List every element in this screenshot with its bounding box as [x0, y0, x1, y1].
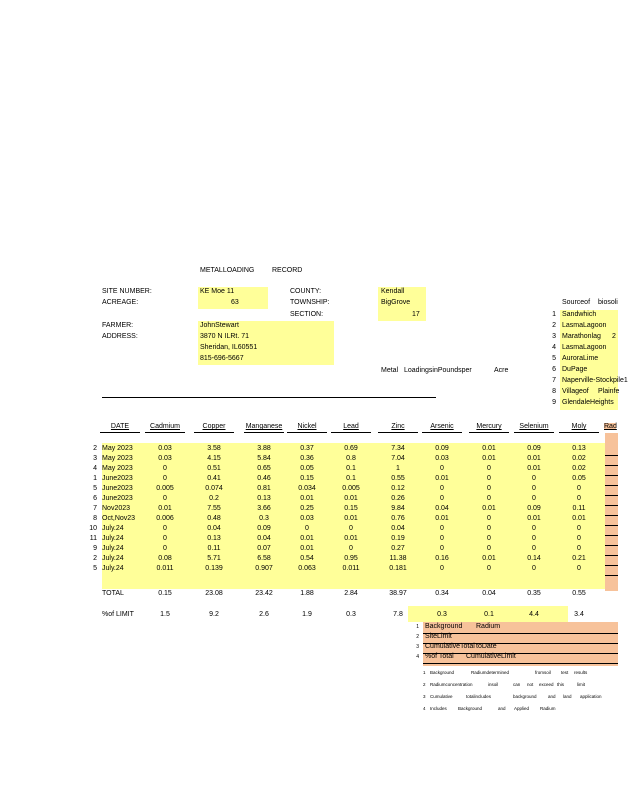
note-text: insoil	[488, 682, 499, 687]
row-value[interactable]: 0.03	[300, 515, 314, 522]
row-value[interactable]: 5.71	[207, 555, 221, 562]
source-name: DuPage	[562, 366, 588, 373]
rad-tick	[605, 555, 618, 556]
pct-limit-value: 2.6	[259, 611, 269, 618]
total-value: 0.15	[158, 590, 172, 597]
page-title-right: RECORD	[272, 267, 303, 274]
row-value[interactable]: 0.005	[156, 485, 174, 492]
radium-label: Background	[425, 623, 463, 630]
row-value[interactable]: 0	[163, 475, 167, 482]
pct-limit-value: 7.8	[393, 611, 403, 618]
row-date[interactable]: June2023	[102, 475, 133, 482]
row-value[interactable]: 9.84	[391, 505, 405, 512]
column-header-underline	[194, 432, 234, 433]
row-value[interactable]: 0	[577, 565, 581, 572]
row-date[interactable]: May 2023	[102, 465, 133, 472]
column-header: Selenium	[519, 423, 549, 430]
row-date[interactable]: May 2023	[102, 455, 133, 462]
row-value[interactable]: 0.907	[255, 565, 273, 572]
note-text: Radium	[540, 706, 556, 711]
rad-tick	[605, 575, 618, 576]
row-source-index: 6	[93, 495, 97, 502]
column-header: Cadmium	[150, 423, 180, 430]
rad-tick	[605, 475, 618, 476]
row-value[interactable]: 0.13	[207, 535, 221, 542]
total-value: 0.04	[482, 590, 496, 597]
note-text: background	[513, 694, 537, 699]
row-value[interactable]: 0	[487, 485, 491, 492]
column-header: Lead	[343, 423, 359, 430]
note-text: exceed	[539, 682, 554, 687]
column-header-underline	[244, 432, 284, 433]
radium-label-b: Radium	[476, 623, 501, 630]
source-name: LasmaLagoon	[562, 344, 607, 351]
farmer-value[interactable]: JohnStewart	[200, 322, 239, 329]
column-header-underline	[469, 432, 509, 433]
source-index: 7	[552, 377, 556, 384]
row-value[interactable]: 0.27	[391, 545, 405, 552]
row-value[interactable]: 0.074	[205, 485, 223, 492]
caption-acre: Acre	[494, 367, 509, 374]
column-header-underline	[100, 432, 140, 433]
radium-index: 2	[416, 634, 419, 640]
row-value[interactable]: 0.65	[257, 465, 271, 472]
row-value[interactable]: 0.11	[207, 545, 221, 552]
row-value[interactable]: 0.08	[158, 555, 172, 562]
source-index: 3	[552, 333, 556, 340]
row-source-index: 11	[89, 535, 97, 542]
row-value[interactable]: 0.05	[572, 475, 586, 482]
row-value[interactable]: 0.01	[527, 465, 541, 472]
row-value[interactable]: 0	[163, 465, 167, 472]
row-date[interactable]: July.24	[102, 545, 124, 552]
rad-tick	[605, 515, 618, 516]
note-text: not	[527, 682, 534, 687]
row-value[interactable]: 0.034	[298, 485, 316, 492]
row-value[interactable]: 0.95	[344, 555, 358, 562]
row-value[interactable]: 3.66	[257, 505, 271, 512]
column-header-underline	[287, 432, 327, 433]
address-line1[interactable]: 3870 N ILRt. 71	[200, 333, 250, 340]
row-date[interactable]: June2023	[102, 495, 133, 502]
row-value[interactable]: 0	[487, 515, 491, 522]
row-source-index: 2	[93, 555, 97, 562]
pct-limit-value: 1.5	[160, 611, 170, 618]
radium-index: 4	[416, 654, 419, 660]
row-source-index: 8	[93, 515, 97, 522]
row-value[interactable]: 0.13	[257, 495, 271, 502]
row-value[interactable]: 0.21	[572, 555, 586, 562]
row-value[interactable]: 0	[163, 545, 167, 552]
row-value[interactable]: 0.006	[156, 515, 174, 522]
note-text: Radiumdetermined	[471, 670, 510, 675]
note-text: Includes	[430, 706, 447, 711]
row-value[interactable]: 0.76	[391, 515, 405, 522]
column-header-underline	[378, 432, 418, 433]
row-value[interactable]: 0.15	[344, 505, 358, 512]
row-value[interactable]: 0	[532, 565, 536, 572]
row-value[interactable]: 0	[487, 465, 491, 472]
note-index: 2	[423, 682, 426, 687]
column-header-underline	[422, 432, 462, 433]
row-value[interactable]: 0	[532, 495, 536, 502]
source-index: 1	[552, 311, 556, 318]
row-value[interactable]: 7.34	[391, 445, 405, 452]
sources-extra-a: 2	[612, 333, 616, 340]
pct-limit-value: 0.1	[484, 611, 494, 618]
column-header-underline	[559, 432, 599, 433]
column-header: Moly	[571, 423, 587, 430]
row-source-index: 1	[93, 475, 97, 482]
total-value: 23.42	[255, 590, 273, 597]
row-source-index: 3	[93, 455, 97, 462]
row-value[interactable]: 0.3	[259, 515, 269, 522]
page-title-left: METALLOADING	[200, 267, 255, 274]
column-header: Manganese	[245, 423, 283, 430]
row-date[interactable]: Nov2023	[102, 505, 131, 512]
note-text: limit	[577, 682, 585, 687]
row-value[interactable]: 0	[487, 475, 491, 482]
row-value[interactable]: 0.005	[342, 485, 360, 492]
row-value[interactable]: 0.07	[257, 545, 271, 552]
row-value[interactable]: 0.01	[158, 505, 172, 512]
row-value[interactable]: 0	[163, 525, 167, 532]
row-value[interactable]: 0.04	[257, 535, 271, 542]
total-value: 0.34	[435, 590, 449, 597]
row-date[interactable]: July.24	[102, 565, 124, 572]
source-name: Naperville-Stockpile1	[562, 377, 628, 384]
note-text: results	[574, 670, 588, 675]
caption-metal: Metal	[381, 367, 399, 374]
row-value[interactable]: 0.011	[342, 565, 360, 572]
note-text: Background	[458, 706, 483, 711]
row-value[interactable]: 0.69	[344, 445, 358, 452]
county-value[interactable]: Kendall	[381, 288, 405, 295]
radium-label-b: toDate	[476, 643, 497, 650]
row-value[interactable]: 0.01	[300, 535, 314, 542]
row-value[interactable]: 0.48	[207, 515, 221, 522]
row-value[interactable]: 0.139	[205, 565, 223, 572]
pct-limit-value: 4.4	[529, 611, 539, 618]
phone-value[interactable]: 815-696-5667	[200, 355, 244, 362]
source-index: 6	[552, 366, 556, 373]
note-text: Radiumconcentration	[430, 682, 473, 687]
total-value: 2.84	[344, 590, 358, 597]
pct-limit-value: 9.2	[209, 611, 219, 618]
section-value[interactable]: 17	[412, 311, 420, 318]
row-value[interactable]: 0.09	[527, 445, 541, 452]
row-date[interactable]: July.24	[102, 535, 124, 542]
row-value[interactable]: 0	[577, 545, 581, 552]
row-value[interactable]: 0.13	[572, 445, 586, 452]
row-date[interactable]: June2023	[102, 485, 133, 492]
row-value[interactable]: 0	[532, 545, 536, 552]
note-index: 3	[423, 694, 426, 699]
row-value[interactable]: 0	[440, 495, 444, 502]
note-text: and	[548, 694, 556, 699]
row-value[interactable]: 0.09	[435, 445, 449, 452]
acreage-value[interactable]: 63	[231, 299, 239, 306]
note-text: test	[561, 670, 569, 675]
row-value[interactable]: 0.05	[300, 465, 314, 472]
pct-limit-value: 3.4	[574, 611, 584, 618]
row-value[interactable]: 0.01	[527, 515, 541, 522]
column-header: Mercury	[476, 423, 502, 430]
row-source-index: 10	[89, 525, 97, 532]
note-text: this	[557, 682, 565, 687]
row-date[interactable]: July.24	[102, 525, 124, 532]
total-value: 23.08	[205, 590, 223, 597]
row-value[interactable]: 0	[577, 495, 581, 502]
township-value[interactable]: BigGrove	[381, 299, 411, 306]
radium-line	[423, 633, 618, 634]
row-value[interactable]: 0.03	[158, 455, 172, 462]
site-number-value[interactable]: KE Moe 11	[200, 288, 235, 295]
source-name: Villageof	[562, 388, 589, 395]
rad-tick	[605, 545, 618, 546]
row-value[interactable]: 0.01	[300, 545, 314, 552]
row-value[interactable]: 0	[577, 485, 581, 492]
source-index: 5	[552, 355, 556, 362]
rad-tick	[605, 535, 618, 536]
note-text: totalincludes	[466, 694, 492, 699]
row-value[interactable]: 0	[532, 535, 536, 542]
row-value[interactable]: 0.01	[527, 455, 541, 462]
row-value[interactable]: 1	[396, 465, 400, 472]
row-source-index: 5	[93, 565, 97, 572]
row-value[interactable]: 0.09	[257, 525, 271, 532]
row-value[interactable]: 0	[440, 565, 444, 572]
row-value[interactable]: 0	[487, 525, 491, 532]
total-value: 38.97	[389, 590, 407, 597]
row-value[interactable]: 0	[163, 535, 167, 542]
row-value[interactable]: 0	[577, 525, 581, 532]
row-value[interactable]: 0.37	[300, 445, 314, 452]
source-name: Marathonlag	[562, 333, 601, 340]
row-value[interactable]: 0.1	[346, 475, 356, 482]
row-value[interactable]: 0	[532, 525, 536, 532]
row-value[interactable]: 0	[349, 545, 353, 552]
source-name: Sandwhich	[562, 311, 597, 318]
row-value[interactable]: 0.03	[435, 455, 449, 462]
row-date[interactable]: July.24	[102, 555, 124, 562]
radium-index: 1	[416, 624, 419, 630]
source-index: 9	[552, 399, 556, 406]
row-value[interactable]: 0.02	[572, 465, 586, 472]
row-value[interactable]: 0.8	[346, 455, 356, 462]
row-source-index: 5	[93, 485, 97, 492]
address-label: ADDRESS:	[102, 333, 138, 340]
row-value[interactable]: 6.58	[257, 555, 271, 562]
column-header: Zinc	[391, 423, 405, 430]
row-value[interactable]: 0	[440, 535, 444, 542]
sources-extra-b: Plainfe	[598, 388, 620, 395]
row-value[interactable]: 0.25	[300, 505, 314, 512]
row-value[interactable]: 0.011	[156, 565, 174, 572]
farmer-label: FARMER:	[102, 322, 134, 329]
note-text: and	[498, 706, 506, 711]
row-value[interactable]: 0.02	[572, 455, 586, 462]
pct-limit-label: %of LIMIT	[102, 611, 134, 618]
header-separator	[102, 397, 436, 398]
row-value[interactable]: 0.41	[207, 475, 221, 482]
rad-column	[605, 433, 618, 591]
row-value[interactable]: 0	[487, 545, 491, 552]
row-value[interactable]: 0.01	[344, 495, 358, 502]
row-value[interactable]: 0.46	[257, 475, 271, 482]
source-name: LasmaLagoon	[562, 322, 607, 329]
county-label: COUNTY:	[290, 288, 322, 295]
note-index: 1	[423, 670, 426, 675]
row-value[interactable]: 0.54	[300, 555, 314, 562]
row-value[interactable]: 0.063	[298, 565, 316, 572]
row-value[interactable]: 0.15	[300, 475, 314, 482]
row-value[interactable]: 0.16	[435, 555, 449, 562]
row-value[interactable]: 0	[349, 525, 353, 532]
note-text: land	[563, 694, 572, 699]
acreage-label: ACREAGE:	[102, 299, 139, 306]
row-value[interactable]: 0.55	[391, 475, 405, 482]
row-value[interactable]: 0.01	[572, 515, 586, 522]
row-value[interactable]: 0.01	[344, 515, 358, 522]
row-value[interactable]: 0.01	[482, 455, 496, 462]
total-label: TOTAL	[102, 590, 124, 597]
note-text: can	[513, 682, 521, 687]
rad-tick	[605, 465, 618, 466]
row-value[interactable]: 0.36	[300, 455, 314, 462]
row-value[interactable]: 0	[487, 565, 491, 572]
row-value[interactable]: 0	[487, 535, 491, 542]
row-value[interactable]: 0	[440, 465, 444, 472]
row-value[interactable]: 0.2	[209, 495, 219, 502]
row-value[interactable]: 0.04	[207, 525, 221, 532]
row-value[interactable]: 0.14	[527, 555, 541, 562]
row-value[interactable]: 0.26	[391, 495, 405, 502]
column-header: Copper	[202, 423, 226, 430]
row-value[interactable]: 0.04	[435, 505, 449, 512]
radium-index: 3	[416, 644, 419, 650]
row-value[interactable]: 0.09	[527, 505, 541, 512]
row-value[interactable]: 0	[440, 545, 444, 552]
total-value: 0.35	[527, 590, 541, 597]
column-header: DATE	[110, 423, 130, 430]
note-text: Cumulative	[430, 694, 453, 699]
site-number-label: SITE NUMBER:	[102, 288, 152, 295]
note-text: fromsoil	[535, 670, 551, 675]
column-header-underline	[331, 432, 371, 433]
rad-tick	[605, 525, 618, 526]
column-header-underline	[145, 432, 185, 433]
row-value[interactable]: 7.04	[391, 455, 405, 462]
row-value[interactable]: 0	[532, 485, 536, 492]
radium-line	[423, 663, 618, 664]
column-header: Rad	[604, 423, 617, 430]
row-date[interactable]: Oct,Nov23	[102, 515, 136, 522]
note-text: Applied	[514, 706, 530, 711]
address-line2[interactable]: Sheridan, IL60551	[200, 344, 258, 351]
column-header: Nickel	[297, 423, 317, 430]
row-value[interactable]: 0.81	[257, 485, 271, 492]
radium-label: %of Total	[425, 653, 454, 660]
row-value[interactable]: 0.01	[482, 505, 496, 512]
row-value[interactable]: 3.58	[207, 445, 221, 452]
pct-limit-value: 1.9	[302, 611, 312, 618]
radium-label: SiteLimit	[425, 633, 452, 640]
row-value[interactable]: 0.181	[389, 565, 407, 572]
row-value[interactable]: 0.01	[344, 535, 358, 542]
row-value[interactable]: 0	[487, 495, 491, 502]
row-value[interactable]: 11.38	[389, 555, 407, 562]
column-header: Arsenic	[430, 423, 454, 430]
row-value[interactable]: 0	[532, 475, 536, 482]
row-date[interactable]: May 2023	[102, 445, 133, 452]
rad-tick	[605, 495, 618, 496]
row-value[interactable]: 0.01	[435, 475, 449, 482]
row-value[interactable]: 0.51	[207, 465, 221, 472]
rad-tick	[605, 485, 618, 486]
row-value[interactable]: 4.15	[207, 455, 221, 462]
sources-header-b: biosoli	[598, 299, 618, 306]
row-value[interactable]: 0.12	[391, 485, 405, 492]
row-value[interactable]: 3.88	[257, 445, 271, 452]
row-value[interactable]: 0	[440, 525, 444, 532]
sources-header-a: Sourceof	[562, 299, 591, 306]
row-source-index: 7	[93, 505, 97, 512]
row-value[interactable]: 0.01	[435, 515, 449, 522]
source-index: 2	[552, 322, 556, 329]
radium-label-b: CumulativeLimit	[466, 653, 516, 660]
row-value[interactable]: 0.01	[482, 555, 496, 562]
township-label: TOWNSHIP:	[290, 299, 330, 306]
row-value[interactable]: 7.55	[207, 505, 221, 512]
row-source-index: 2	[93, 445, 97, 452]
pct-limit-value: 0.3	[346, 611, 356, 618]
source-index: 8	[552, 388, 556, 395]
row-source-index: 9	[93, 545, 97, 552]
note-index: 4	[423, 706, 426, 711]
row-value[interactable]: 0	[163, 495, 167, 502]
note-text: Background	[430, 670, 455, 675]
row-value[interactable]: 0.19	[391, 535, 405, 542]
row-value[interactable]: 0	[577, 535, 581, 542]
note-text: application	[580, 694, 602, 699]
section-label: SECTION:	[290, 311, 324, 318]
row-value[interactable]: 0	[305, 525, 309, 532]
total-value: 0.55	[572, 590, 586, 597]
total-value: 1.88	[300, 590, 314, 597]
row-value[interactable]: 0.11	[572, 505, 586, 512]
row-value[interactable]: 5.84	[257, 455, 271, 462]
caption-loadings: LoadingsinPoundsper	[404, 367, 472, 374]
column-header-underline	[514, 432, 554, 433]
source-name: AuroraLime	[562, 355, 599, 362]
rad-tick	[605, 455, 618, 456]
row-value[interactable]: 0.03	[158, 445, 172, 452]
radium-label: CumulativeTotal	[425, 643, 475, 650]
row-value[interactable]: 0	[440, 485, 444, 492]
row-value[interactable]: 0.04	[391, 525, 405, 532]
rad-tick	[605, 505, 618, 506]
row-value[interactable]: 0.01	[482, 445, 496, 452]
source-index: 4	[552, 344, 556, 351]
row-value[interactable]: 0.01	[300, 495, 314, 502]
source-name: GlendaleHeights	[562, 399, 614, 406]
row-source-index: 4	[93, 465, 97, 472]
row-value[interactable]: 0.1	[346, 465, 356, 472]
pct-limit-value: 0.3	[437, 611, 447, 618]
rad-tick	[605, 565, 618, 566]
